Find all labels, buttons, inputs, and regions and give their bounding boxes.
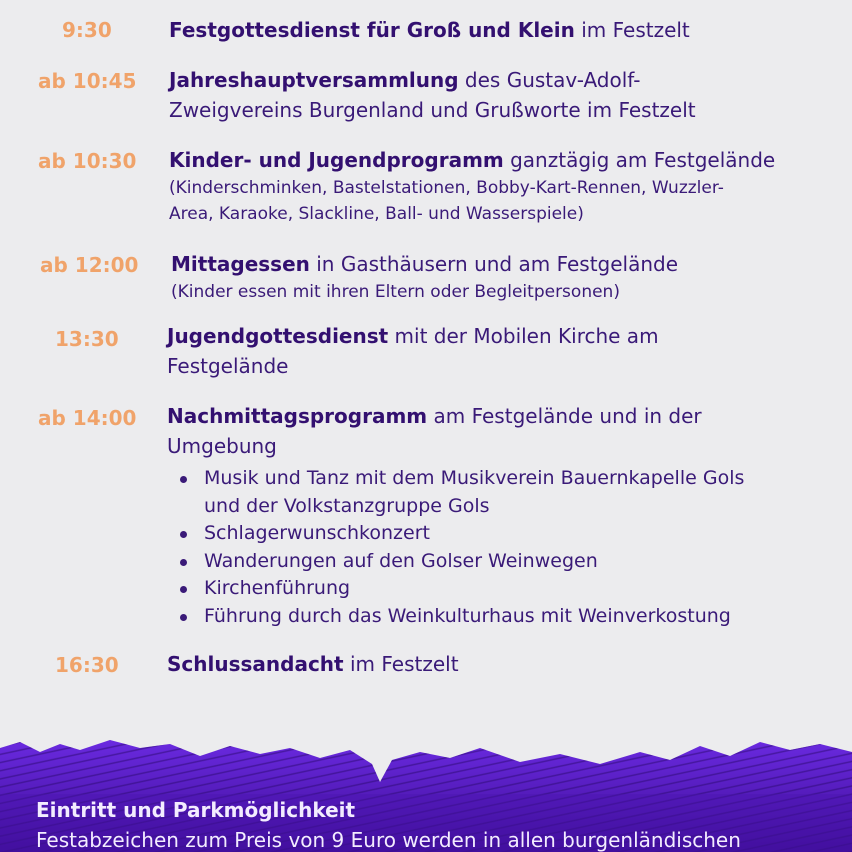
event-subtext: (Kinder essen mit ihren Eltern oder Begleitpersonen): [171, 282, 620, 302]
time-6: 16:30: [55, 653, 119, 677]
time-5: ab 14:00: [38, 406, 137, 430]
event-title: Jugendgottesdienst: [167, 324, 389, 348]
event-5: [167, 401, 747, 461]
event-2: [169, 145, 829, 227]
footer-title: Eintritt und Parkmöglichkeit: [36, 798, 356, 822]
list-item: Musik und Tanz mit dem Musikverein Bauernkapelle Gols und der Volkstanzgruppe Gols: [180, 465, 784, 520]
event-text: ganztägig am Festgelände: [503, 148, 776, 172]
list-item: Schlagerwunschkonzert: [180, 520, 820, 548]
event-1: [169, 65, 769, 125]
time-0: 9:30: [62, 18, 112, 42]
event-text: im Festzelt: [574, 18, 690, 42]
event-text: des Gustav-Adolf-Zweigvereins Burgenland und Grußworte im Festzelt: [169, 68, 696, 122]
event-text: mit der Mobilen Kirche am Festgelände: [167, 324, 659, 378]
list-item: Kirchenführung: [180, 575, 820, 603]
list-item: Führung durch das Weinkulturhaus mit Weinverkostung: [180, 603, 820, 631]
time-2: ab 10:30: [38, 149, 137, 173]
event-0: [169, 15, 829, 45]
afternoon-list: [180, 465, 820, 630]
event-title: Nachmittagsprogramm: [167, 404, 428, 428]
event-4: [167, 321, 707, 381]
footer-band: [0, 734, 852, 852]
event-text: am Festgelände und in der Umgebung: [167, 404, 702, 458]
time-1: ab 10:45: [38, 69, 137, 93]
event-title: Kinder- und Jugendprogramm: [169, 148, 504, 172]
event-title: Festgottesdienst für Groß und Klein: [169, 18, 575, 42]
list-item: Wanderungen auf den Golser Weinwegen: [180, 548, 820, 576]
event-text: im Festzelt: [343, 652, 459, 676]
event-6: [167, 649, 827, 679]
event-subtext: (Kinderschminken, Bastelstationen, Bobby-Kart-Rennen, Wuzzler-Area, Karaoke, Slackline, Ball- und Wasserspiele): [169, 178, 724, 224]
event-text: in Gasthäusern und am Festgelände: [309, 252, 679, 276]
event-title: Schlussandacht: [167, 652, 344, 676]
event-3: [171, 249, 831, 305]
event-title: Mittagessen: [171, 252, 310, 276]
event-title: Jahreshauptversammlung: [169, 68, 459, 92]
time-4: 13:30: [55, 327, 119, 351]
time-3: ab 12:00: [40, 253, 139, 277]
footer-text: Festabzeichen zum Preis von 9 Euro werden in allen burgenländischen: [36, 828, 741, 852]
